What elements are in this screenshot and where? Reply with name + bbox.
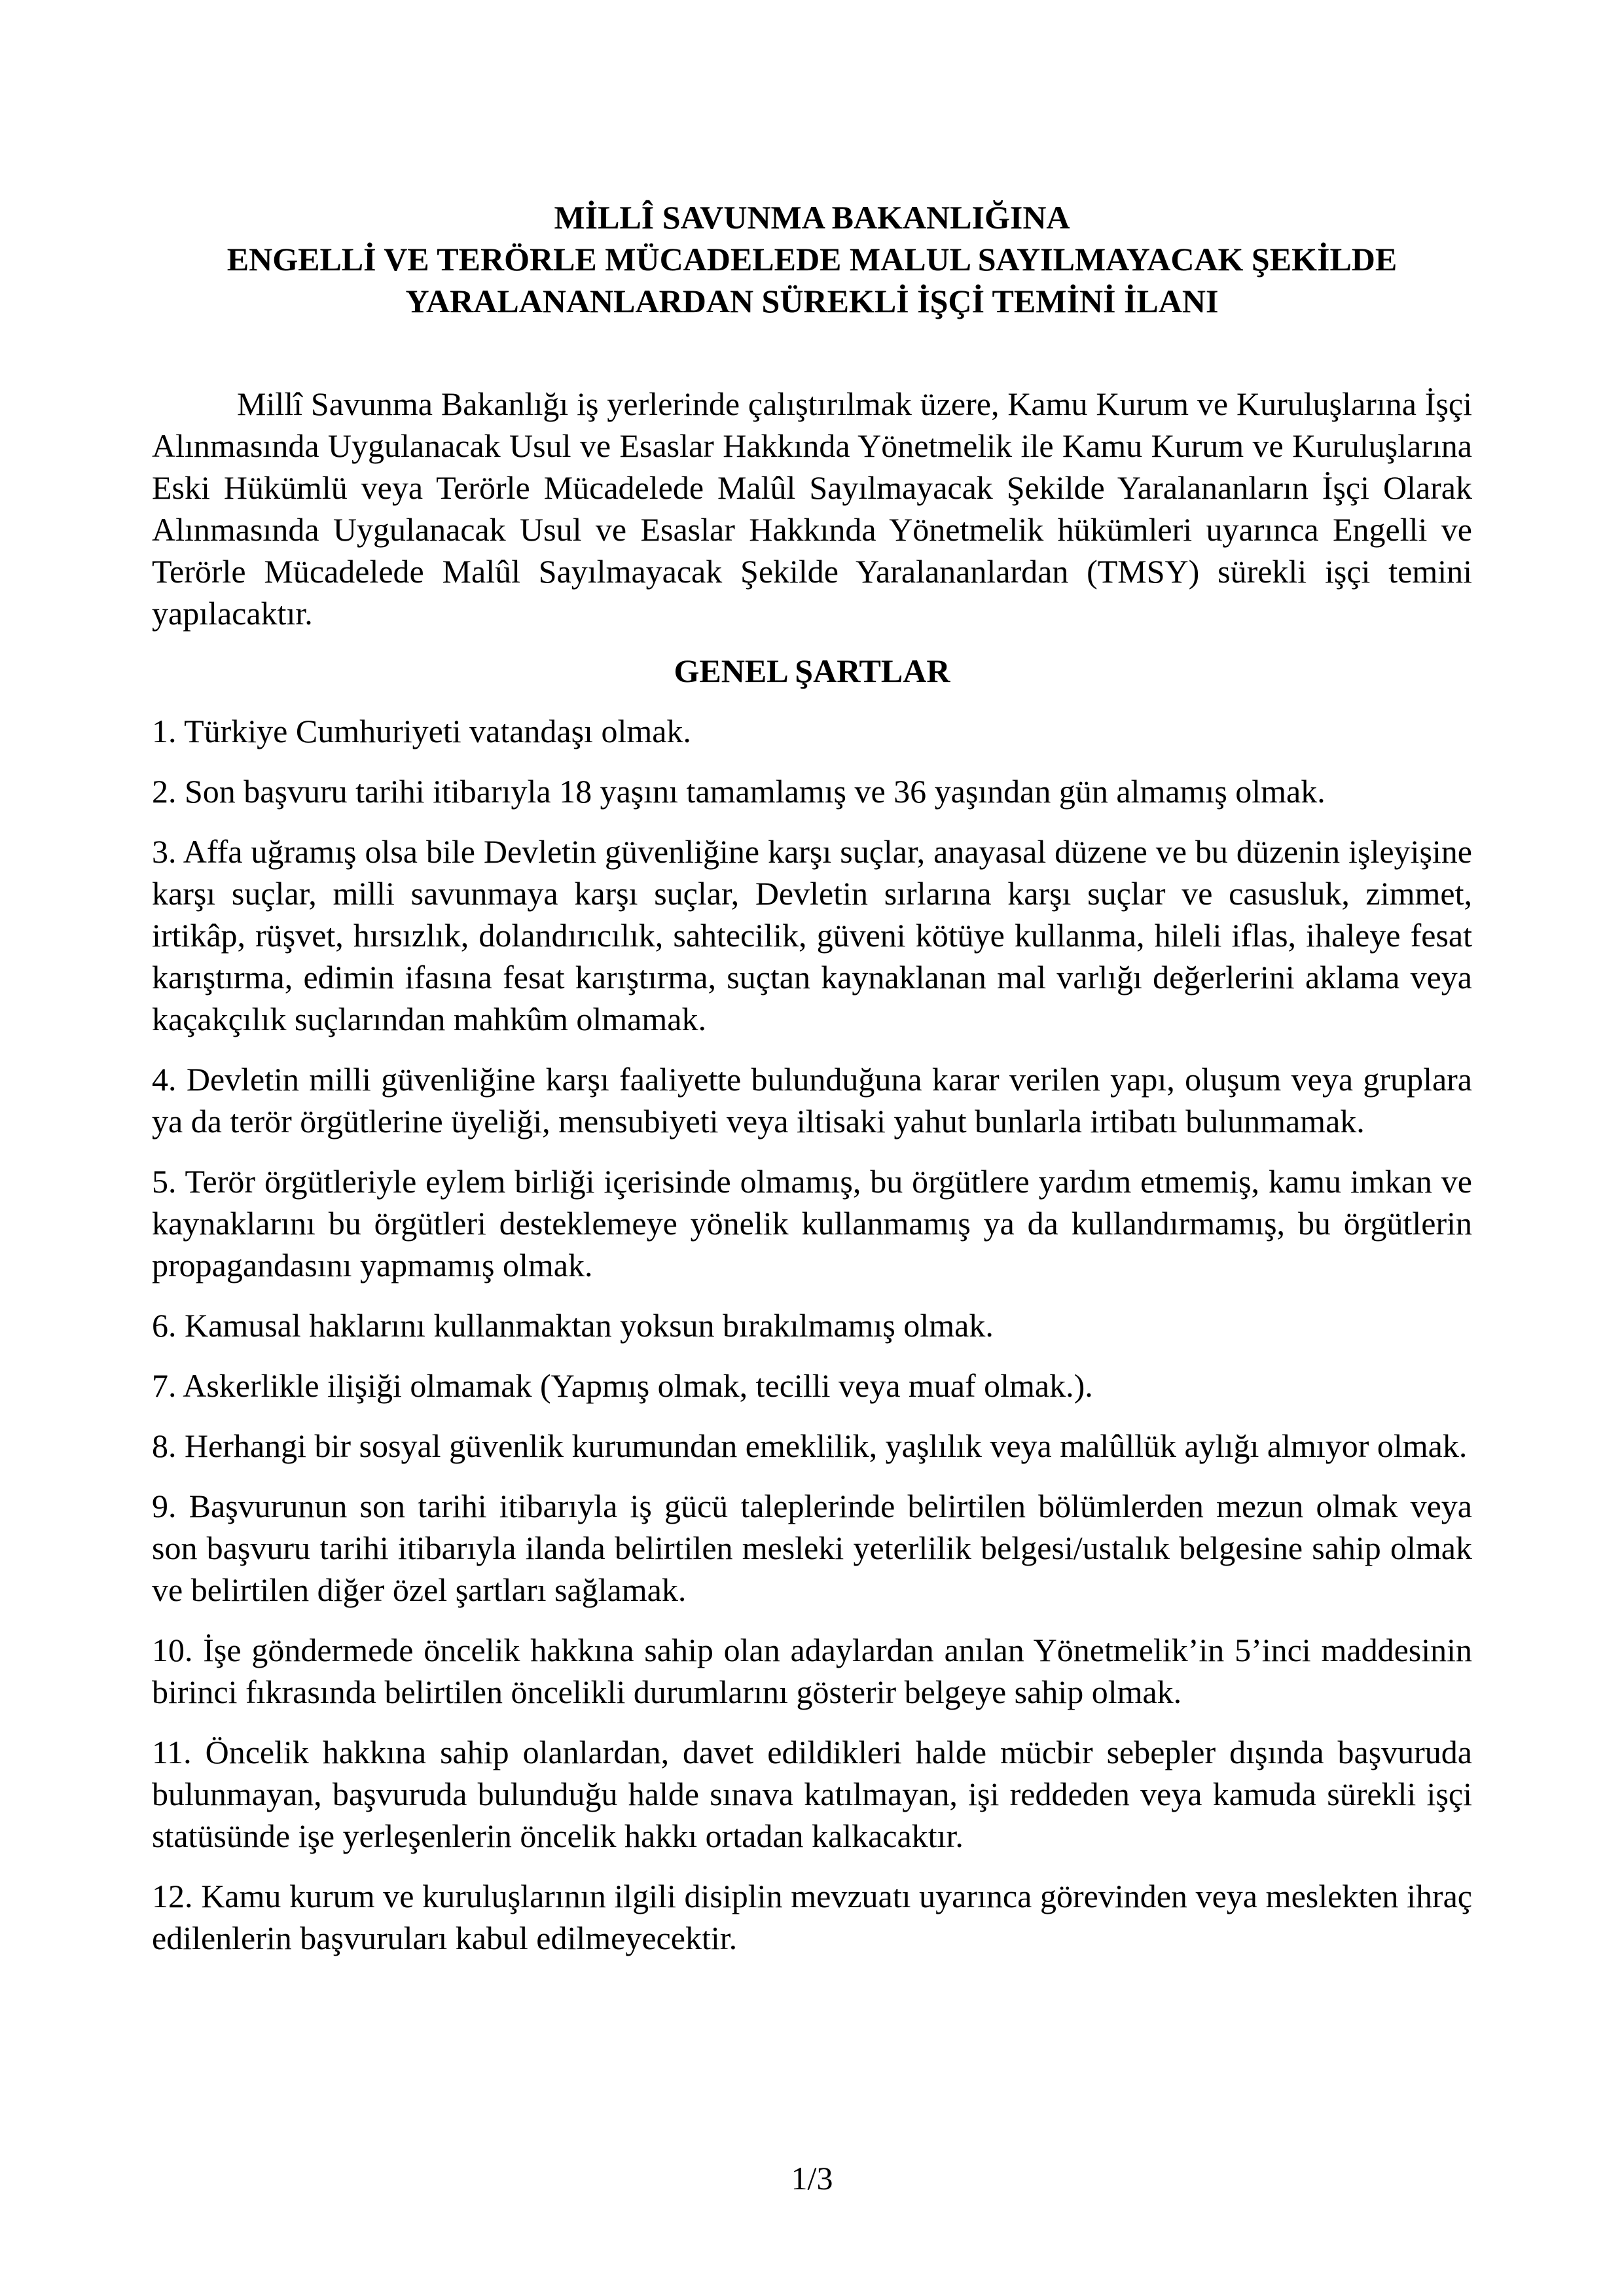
list-item-2: 2. Son başvuru tarihi itibarıyla 18 yaşını tamamlamış ve 36 yaşından gün almamış olmak. [152,773,1326,810]
list-item-6: 6. Kamusal haklarını kullanmaktan yoksun bırakılmamış olmak. [152,1307,994,1344]
list-item-12: 12. Kamu kurum ve kuruluşlarının ilgili disiplin mevzuatı uyarınca görevinden veya meslekten ihraç edilenlerin başvuruları kabul edilmeyecektir. [152,1878,1472,1956]
title-line-3: YARALANANLARDAN SÜREKLİ İŞÇİ TEMİNİ İLANI [405,283,1219,319]
list-item-9: 9. Başvurunun son tarihi itibarıyla iş gücü taleplerinde belirtilen bölümlerden mezun olmak veya son başvuru tarihi itibarıyla ilanda belirtilen mesleki yeterlilik belgesi/ustalık belgesine sahip olmak ve belirtilen diğer özel şartları sağlamak. [152,1488,1472,1608]
intro-paragraph: Millî Savunma Bakanlığı iş yerlerinde çalıştırılmak üzere, Kamu Kurum ve Kuruluşlarına İşçi Alınmasında Uygulanacak Usul ve Esaslar Hakkında Yönetmelik ile Kamu Kurum ve Kuruluşlarına Eski Hükümlü veya Terörle Mücadelede Malûl Sayılmayacak Şekilde Yaralananların İşçi Olarak Alınmasında Uygulanacak Usul ve Esaslar Hakkında Yönetmelik hükümleri uyarınca Engelli ve Terörle Mücadelede Malûl Sayılmayacak Şekilde Yaralananlardan (TMSY) sürekli işçi temini yapılacaktır. [152,386,1472,632]
page-number: 1/3 [791,2160,833,2197]
list-item-5: 5. Terör örgütleriyle eylem birliği içerisinde olmamış, bu örgütlere yardım etmemiş, kamu imkan ve kaynaklarını bu örgütleri desteklemeye yönelik kullanmamış ya da kullandırmamış, bu örgütlerin propagandasını yapmamış olmak. [152,1163,1472,1283]
list-item-8: 8. Herhangi bir sosyal güvenlik kurumundan emeklilik, yaşlılık veya malûllük aylığı almıyor olmak. [152,1427,1468,1464]
list-item-10: 10. İşe göndermede öncelik hakkına sahip olan adaylardan anılan Yönetmelik’in 5’inci maddesinin birinci fıkrasında belirtilen öncelikli durumlarını gösterir belgeye sahip olmak. [152,1632,1472,1710]
list-item-4: 4. Devletin milli güvenliğine karşı faaliyette bulunduğuna karar verilen yapı, oluşum veya gruplara ya da terör örgütlerine üyeliği, mensubiyeti veya iltisaki yahut bunlarla irtibatı bulunmamak. [152,1061,1472,1139]
title-line-1: MİLLÎ SAVUNMA BAKANLIĞINA [554,199,1070,236]
list-item-1: 1. Türkiye Cumhuriyeti vatandaşı olmak. [152,713,691,749]
list-item-7: 7. Askerlikle ilişiği olmamak (Yapmış olmak, tecilli veya muaf olmak.). [152,1367,1093,1404]
title-line-2: ENGELLİ VE TERÖRLE MÜCADELEDE MALUL SAYILMAYACAK ŞEKİLDE [226,241,1398,278]
list-item-11: 11. Öncelik hakkına sahip olanlardan, davet edildikleri halde mücbir sebepler dışında başvuruda bulunmayan, başvuruda bulunduğu halde sınava katılmayan, işi reddeden veya kamuda sürekli işçi statüsünde işe yerleşenlerin öncelik hakkı ortadan kalkacaktır. [152,1734,1472,1854]
section-heading: GENEL ŞARTLAR [674,653,950,689]
list-item-3: 3. Affa uğramış olsa bile Devletin güvenliğine karşı suçlar, anayasal düzene ve bu düzenin işleyişine karşı suçlar, milli savunmaya karşı suçlar, Devletin sırlarına karşı suçlar ve casusluk, zimmet, irtikâp, rüşvet, hırsızlık, dolandırıcılık, sahtecilik, güveni kötüye kullanma, hileli iflas, ihaleye fesat karıştırma, edimin ifasına fesat karıştırma, suçtan kaynaklanan mal varlığı değerlerini aklama veya kaçakçılık suçlarından mahkûm olmamak. [152,833,1472,1037]
document-title [152,196,1472,322]
